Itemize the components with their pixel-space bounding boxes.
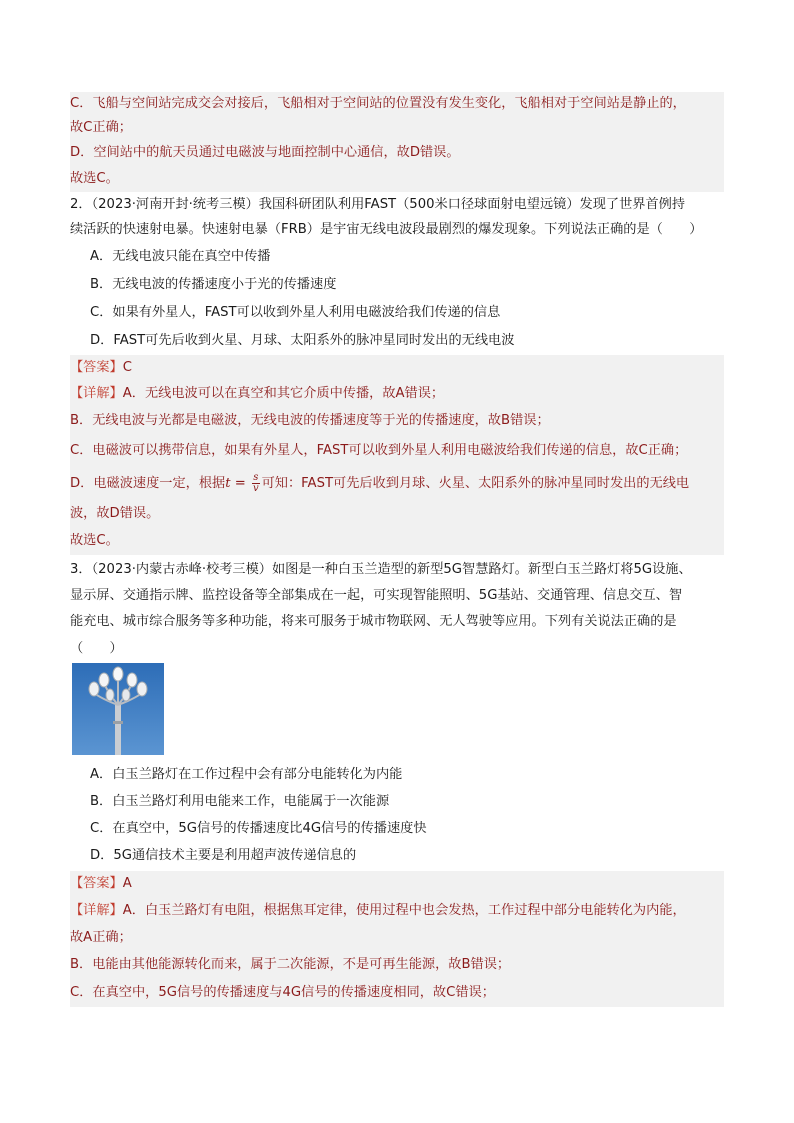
detail-tag: 【详解】 (70, 386, 123, 401)
q2-option-c: C．如果有外星人，FAST可以收到外星人利用电磁波给我们传递的信息 (90, 305, 501, 320)
prev-line-1: C．飞船与空间站完成交会对接后，飞船相对于空间站的位置没有发生变化，飞船相对于空间站是静止的， (70, 92, 724, 116)
q3-stem-2: 显示屏、交通指示牌、监控设备等全部集成在一起，可实现智能照明、5G基站、交通管理、信息交互、智 (70, 588, 683, 603)
q2-detail-b: B．无线电波与光都是电磁波，无线电波的传播速度等于光的传播速度，故B错误； (70, 407, 724, 435)
formula-numerator: s (253, 471, 259, 483)
document-page (70, 92, 724, 1007)
q2-detail-c: C．电磁波可以携带信息，如果有外星人，FAST可以收到外星人利用电磁波给我们传递的信息，故C正确； (70, 435, 724, 467)
detail-tag: 【详解】 (70, 903, 123, 918)
q3-option-c: C．在真空中，5G信号的传播速度比4G信号的传播速度快 (90, 821, 427, 836)
prev-conclusion: 故选C。 (70, 166, 724, 192)
detail-a-text: A．无线电波可以在真空和其它介质中传播，故A错误； (122, 386, 445, 401)
q2-detail-d-end: 波，故D错误。 (70, 501, 724, 527)
q2-conclusion: 故选C。 (70, 527, 724, 555)
formula-t: t (225, 476, 231, 491)
magnolia-lamp-icon (72, 663, 164, 755)
q3-answer (70, 871, 724, 897)
answer-value: C (122, 360, 132, 375)
q3-stem-4: （ ） (70, 641, 123, 656)
q2-option-a: A．无线电波只能在真空中传播 (90, 249, 271, 264)
q2-detail-a (70, 381, 724, 407)
q3-detail-b: B．电能由其他能源转化而来，属于二次能源，不是可再生能源，故B错误； (70, 951, 724, 979)
q3-stem-3: 能充电、城市综合服务等多种功能，将来可服务于城市物联网、无人驾驶等应用。下列有关说法正确的是 (70, 614, 677, 629)
detail-d-pre: D．电磁波速度一定，根据 (70, 476, 226, 491)
q3-option-d: D．5G通信技术主要是利用超声波传递信息的 (90, 848, 357, 863)
formula-fraction (252, 473, 260, 494)
q3-option-a: A．白玉兰路灯在工作过程中会有部分电能转化为内能 (90, 767, 403, 782)
q3-detail-c: C．在真空中，5G信号的传播速度与4G信号的传播速度相同，故C错误； (70, 979, 724, 1007)
answer-tag: 【答案】 (70, 360, 123, 375)
q3-stem-1: 3．（2023·内蒙古赤峰·校考三模）如图是一种白玉兰造型的新型5G智慧路灯。新型白玉兰路灯将5G设施、 (70, 562, 692, 577)
detail-d-post: 可知：FAST可先后收到月球、火星、太阳系外的脉冲星同时发出的无线电 (261, 476, 690, 491)
q2-stem-1: 2．（2023·河南开封·统考三模）我国科研团队利用FAST（500米口径球面射电望远镜）发现了世界首例持 (70, 197, 686, 212)
q2-stem-2: 续活跃的快速射电暴。快速射电暴（FRB）是宇宙无线电波段最剧烈的爆发现象。下列说法正确的是（ ） (70, 222, 703, 237)
formula-denominator: v (252, 482, 259, 494)
q2-detail-d (70, 467, 724, 501)
street-lamp-image (72, 663, 164, 755)
q3-detail-a-end: 故A正确； (70, 925, 724, 951)
formula-eq: = (230, 476, 250, 491)
q2-option-d: D．FAST可先后收到火星、月球、太阳系外的脉冲星同时发出的无线电波 (90, 333, 515, 348)
prev-line-2: 故C正确； (70, 116, 724, 140)
q2-answer (70, 355, 724, 381)
q3-option-b: B．白玉兰路灯利用电能来工作，电能属于一次能源 (90, 794, 390, 809)
q3-detail-a (70, 897, 724, 925)
answer-tag: 【答案】 (70, 876, 123, 891)
detail-a-text: A．白玉兰路灯有电阻，根据焦耳定律，使用过程中也会发热，工作过程中部分电能转化为内能， (122, 903, 686, 918)
q2-option-b: B．无线电波的传播速度小于光的传播速度 (90, 277, 337, 292)
answer-value: A (122, 876, 132, 891)
prev-line-3: D．空间站中的航天员通过电磁波与地面控制中心通信，故D错误。 (70, 140, 724, 166)
